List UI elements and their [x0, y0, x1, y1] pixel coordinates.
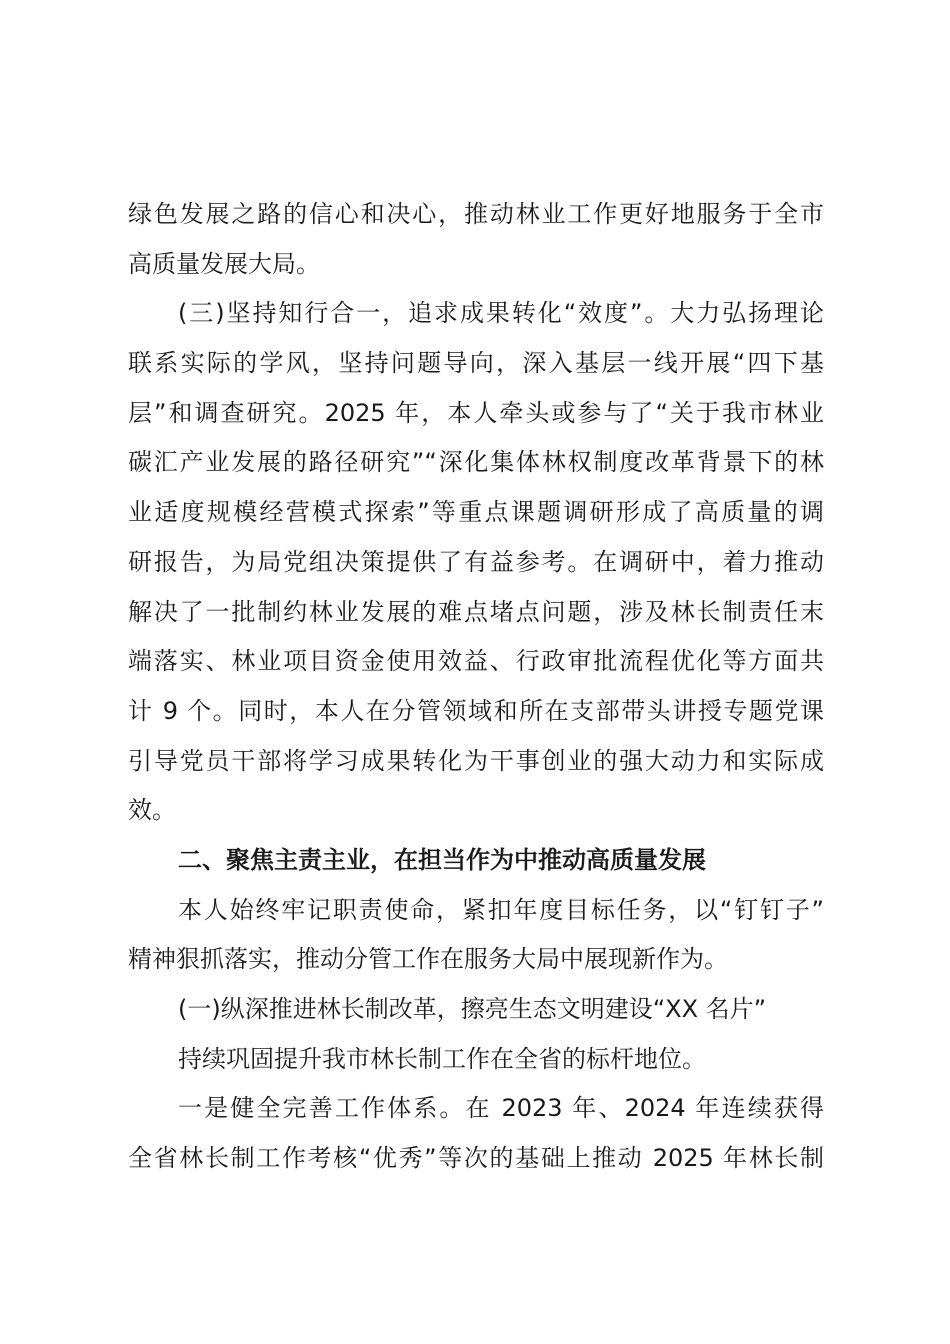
text-line: 端落实、林业项目资金使用效益、行政审批流程优化等方面共 [128, 647, 824, 676]
text-line: 计 9 个。同时，本人在分管领域和所在支部带头讲授专题党课 [128, 696, 824, 725]
text-line: 碳汇产业发展的路径研究”“深化集体林权制度改革背景下的林 [128, 448, 824, 477]
text-line: (三)坚持知行合一，追求成果转化“效度”。大力弘扬理论 [178, 299, 824, 328]
text-line: 联系实际的学风，坚持问题导向，深入基层一线开展“四下基 [128, 349, 824, 378]
text-line: 研报告，为局党组决策提供了有益参考。在调研中，着力推动 [128, 547, 824, 576]
section-heading: 二、聚焦主责主业，在担当作为中推动高质量发展 [178, 845, 706, 874]
body-text [128, 190, 824, 1184]
text-line: 业适度规模经营模式探索”等重点课题调研形成了高质量的调 [128, 498, 824, 527]
text-line: 一是健全完善工作体系。在 2023 年、2024 年连续获得 [178, 1094, 824, 1123]
text-line: 绿色发展之路的信心和决心，推动林业工作更好地服务于全市 [128, 200, 824, 228]
text-line: 解决了一批制约林业发展的难点堵点问题，涉及林长制责任末 [128, 597, 824, 626]
text-line: 引导党员干部将学习成果转化为干事创业的强大动力和实际成 [128, 746, 824, 775]
text-line: 层”和调查研究。2025 年，本人牵头或参与了“关于我市林业 [128, 398, 824, 427]
text-line: 高质量发展大局。 [128, 249, 320, 278]
text-line: (一)纵深推进林长制改革，擦亮生态文明建设“XX 名片” [178, 995, 767, 1023]
text-line: 精神狠抓落实，推动分管工作在服务大局中展现新作为。 [128, 945, 728, 974]
text-line: 本人始终牢记职责使命，紧扣年度目标任务，以“钉钉子” [178, 895, 824, 924]
text-line: 全省林长制工作考核“优秀”等次的基础上推动 2025 年林长制 [128, 1144, 824, 1173]
text-line: 效。 [128, 796, 176, 825]
text-line: 持续巩固提升我市林长制工作在全省的标杆地位。 [178, 1044, 706, 1073]
